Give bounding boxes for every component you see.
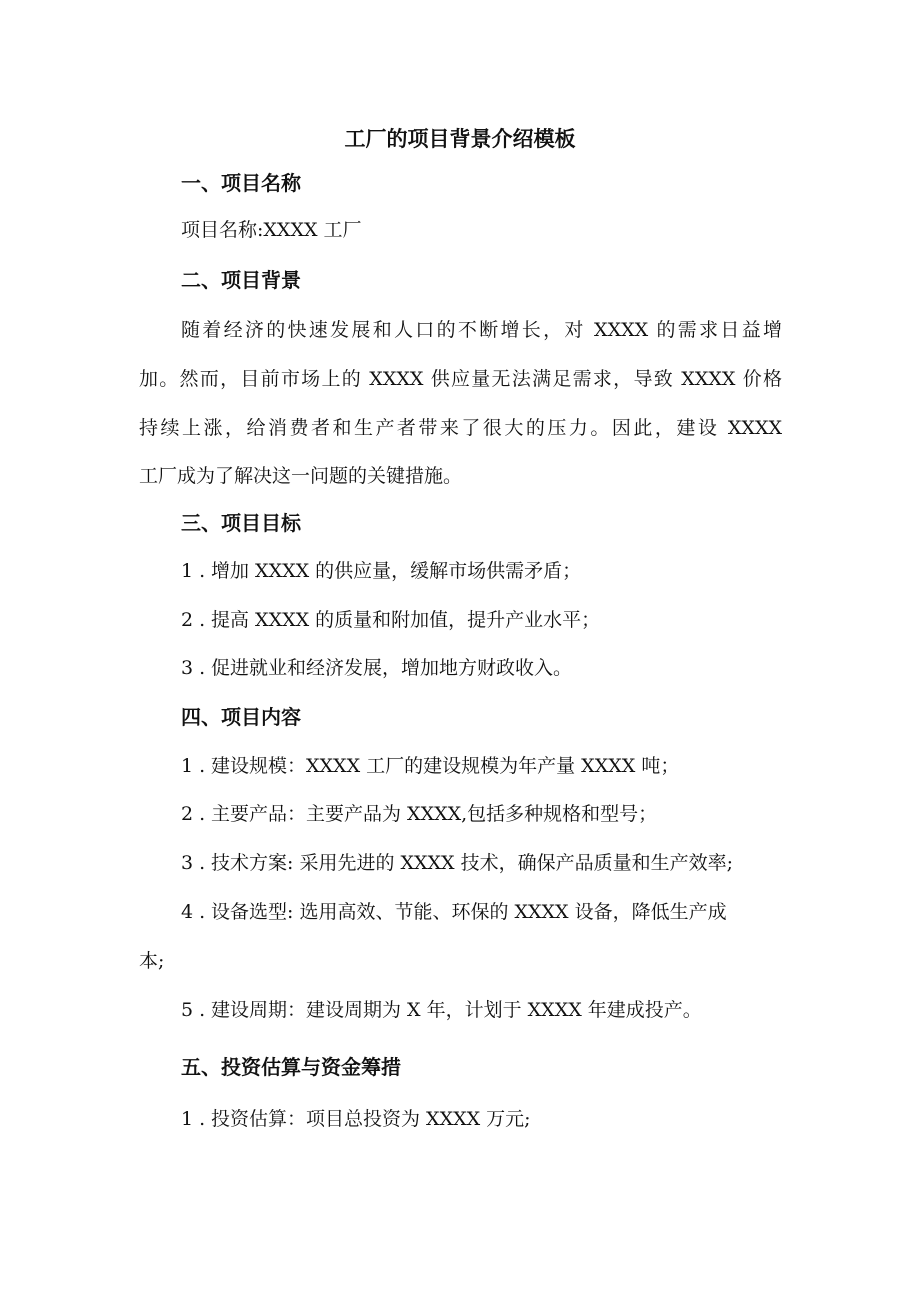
background-paragraph-line: 加。然而，目前市场上的 XXXX 供应量无法满足需求，导致 XXXX 价格 bbox=[139, 368, 782, 390]
list-item bbox=[181, 605, 600, 635]
section-heading-background: 二、项目背景 bbox=[181, 268, 301, 292]
list-item-text: 建设规模：XXXX 工厂的建设规模为年产量 XXXX 吨； bbox=[211, 755, 680, 777]
section-heading-investment: 五、投资估算与资金筹措 bbox=[181, 1055, 401, 1079]
list-item-text: 增加 XXXX 的供应量，缓解市场供需矛盾； bbox=[211, 560, 582, 582]
list-item bbox=[181, 751, 679, 781]
list-item-number: 2 . bbox=[181, 609, 206, 631]
list-item-text: 主要产品：主要产品为 XXXX,包括多种规格和型号； bbox=[211, 803, 658, 825]
background-paragraph-line: 随着经济的快速发展和人口的不断增长，对 XXXX 的需求日益增 bbox=[181, 319, 782, 341]
list-item-text: 投资估算：项目总投资为 XXXX 万元; bbox=[211, 1108, 531, 1130]
list-item-continuation: 本; bbox=[139, 950, 165, 972]
list-item bbox=[181, 995, 702, 1025]
list-item-text: 提高 XXXX 的质量和附加值，提升产业水平； bbox=[211, 609, 601, 631]
list-item bbox=[181, 799, 657, 829]
project-name-line: 项目名称:XXXX 工厂 bbox=[181, 219, 362, 241]
list-item-number: 3 . bbox=[181, 852, 206, 874]
list-item-number: 2 . bbox=[181, 803, 206, 825]
background-paragraph-line: 工厂成为了解决这一问题的关键措施。 bbox=[139, 465, 463, 487]
list-item-number: 5 . bbox=[181, 999, 206, 1021]
section-heading-goals: 三、项目目标 bbox=[181, 511, 301, 535]
document-title: 工厂的项目背景介绍模板 bbox=[344, 127, 576, 151]
list-item bbox=[181, 897, 727, 927]
list-item-number: 3 . bbox=[181, 657, 206, 679]
list-item-number: 1 . bbox=[181, 560, 206, 582]
list-item-number: 1 . bbox=[181, 755, 206, 777]
list-item-number: 1 . bbox=[181, 1108, 206, 1130]
list-item bbox=[181, 653, 572, 683]
list-item bbox=[181, 556, 581, 586]
list-item-number: 4 . bbox=[181, 901, 206, 923]
list-item-text: 建设周期：建设周期为 X 年，计划于 XXXX 年建成投产。 bbox=[211, 999, 702, 1021]
list-item-text: 设备选型: 选用高效、节能、环保的 XXXX 设备，降低生产成 bbox=[211, 901, 727, 923]
list-item-text: 技术方案: 采用先进的 XXXX 技术，确保产品质量和生产效率; bbox=[211, 852, 734, 874]
list-item-text: 促进就业和经济发展，增加地方财政收入。 bbox=[211, 657, 573, 679]
background-paragraph-line: 持续上涨，给消费者和生产者带来了很大的压力。因此，建设 XXXX bbox=[139, 417, 782, 439]
section-heading-content: 四、项目内容 bbox=[181, 705, 301, 729]
section-heading-project-name: 一、项目名称 bbox=[181, 171, 301, 195]
list-item bbox=[181, 1104, 531, 1134]
list-item bbox=[181, 848, 733, 878]
